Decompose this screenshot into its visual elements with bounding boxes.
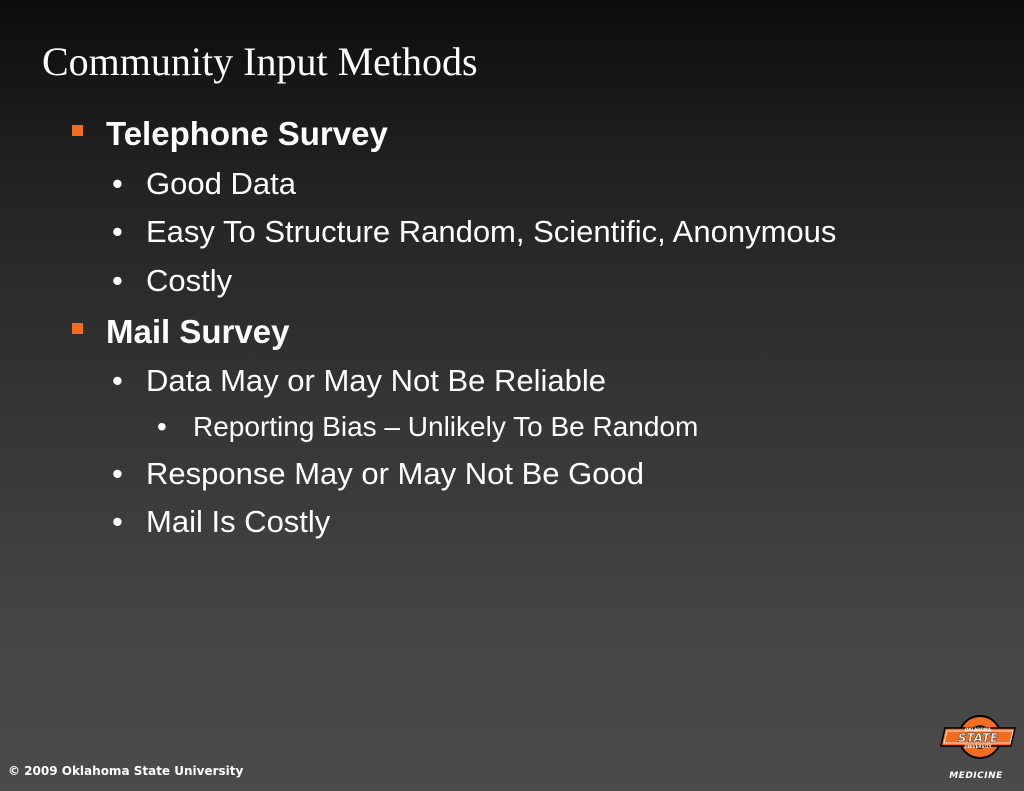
bullet-icon: •	[112, 456, 123, 491]
svg-text:MEDICINE: MEDICINE	[949, 771, 1003, 781]
list-item-label: Good Data	[146, 166, 296, 201]
list-item-label: Mail Is Costly	[146, 504, 331, 539]
list-item-label: Response May or May Not Be Good	[146, 456, 644, 491]
section-heading-label: Mail Survey	[106, 313, 290, 350]
osu-medicine-logo-icon	[940, 712, 1020, 784]
svg-text:STATE: STATE	[957, 731, 999, 745]
bullet-icon: •	[112, 363, 123, 398]
square-bullet-icon	[72, 323, 83, 334]
svg-text:OKLAHOMA: OKLAHOMA	[965, 727, 991, 732]
list-item-label: Data May or May Not Be Reliable	[146, 363, 607, 398]
list-item	[112, 455, 644, 493]
list-item-label: Easy To Structure Random, Scientific, Anonymous	[146, 214, 837, 249]
sub-list-item-label: Reporting Bias – Unlikely To Be Random	[193, 411, 699, 442]
bullet-icon: •	[112, 504, 123, 539]
bullet-icon: •	[112, 166, 123, 201]
list-item	[112, 362, 607, 400]
section-heading-telephone	[106, 114, 388, 154]
sub-list-item	[157, 410, 699, 444]
footer-copyright: © 2009 Oklahoma State University	[8, 764, 244, 778]
bullet-icon: •	[112, 214, 123, 249]
square-bullet-icon	[72, 125, 83, 136]
svg-text:UNIVERSITY: UNIVERSITY	[964, 744, 992, 749]
list-item	[112, 503, 331, 541]
bullet-icon: •	[112, 263, 123, 298]
section-heading-label: Telephone Survey	[106, 115, 388, 152]
section-heading-mail	[106, 312, 289, 352]
list-item-label: Costly	[146, 263, 233, 298]
bullet-icon: •	[157, 411, 167, 442]
slide-title: Community Input Methods	[42, 39, 478, 84]
list-item	[112, 165, 296, 203]
list-item	[112, 262, 233, 300]
list-item	[112, 213, 837, 251]
